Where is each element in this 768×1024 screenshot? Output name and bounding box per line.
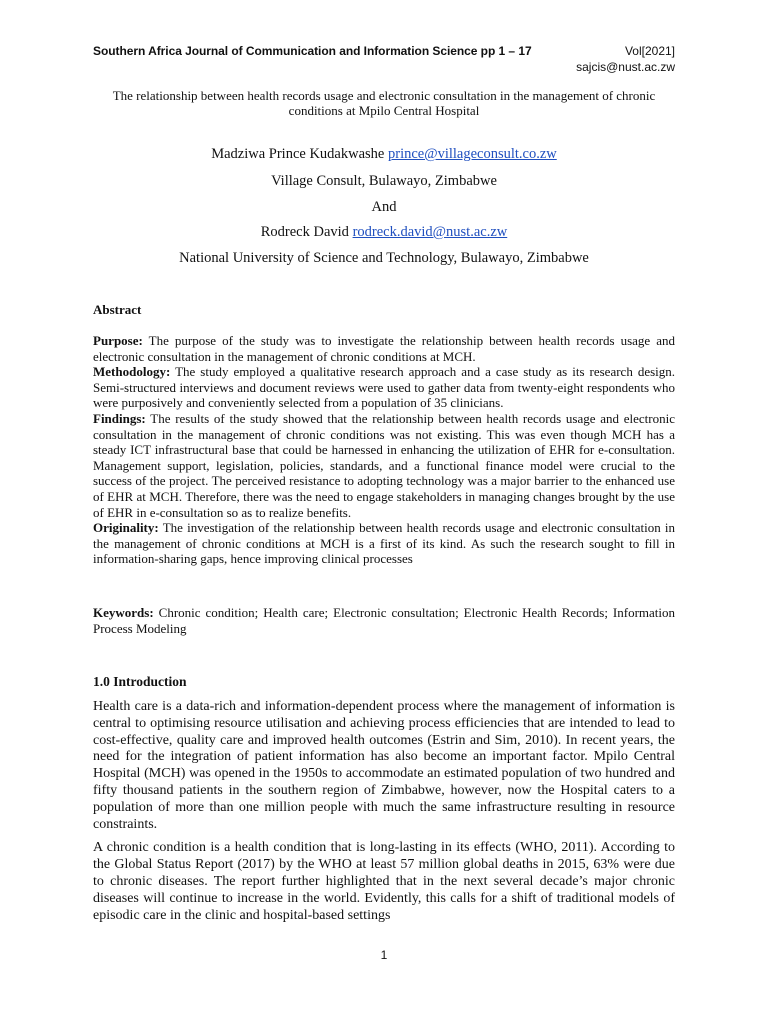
author2-name: Rodreck David xyxy=(260,224,349,240)
journal-name: Southern Africa Journal of Communication and Information Science pp 1 – 17 xyxy=(93,44,532,58)
author2-affiliation: National University of Science and Technology, Bulawayo, Zimbabwe xyxy=(179,250,589,266)
abstract-findings xyxy=(93,411,675,520)
abstract-methodology xyxy=(93,364,675,411)
introduction-paragraph-1: Health care is a data-rich and information-dependent process where the management of information is central to optimising resource utilisation and achieving process efficiencies that are intended to lead to cost-effective, quality care and improved health outcomes (Estrin and Sim, 2010). In recent years, the need for the integration of patient information has also become an important factor. Mpilo Central Hospital (MCH) was opened in the 1950s to accommodate an estimated population of two hundred and fifty thousand patients in the southern region of Zimbabwe, however, now the Hospital caters to a population of more than one million people with much the same infrastructure resulting in resource constraints. xyxy=(93,699,675,832)
page-number: 1 xyxy=(380,948,388,962)
paper-title: The relationship between health records usage and electronic consultation in the management of chronic conditions at Mpilo Central Hospital xyxy=(112,88,656,118)
abstract-purpose xyxy=(93,333,675,364)
methodology-label: Methodology: xyxy=(93,364,171,380)
purpose-label: Purpose: xyxy=(93,333,143,348)
introduction-paragraph-2: A chronic condition is a health condition that is long-lasting in its effects (WHO, 2011). According to the Global Status Report (2017) by the WHO at least 57 million global deaths in 2015, 63% were due to chronic diseases. The report further highlighted that in the next several decade’s major chronic diseases will continue to increase in the world. Evidently, this calls for a shift of traditional models of episodic care in the clinic and hospital-based settings xyxy=(93,840,675,923)
abstract-body xyxy=(93,333,675,567)
abstract-originality xyxy=(93,520,675,567)
originality-label: Originality: xyxy=(93,520,159,536)
paper-page xyxy=(93,0,675,1024)
purpose-text: The purpose of the study was to investigate the relationship between health records usage and electronic consultation in the management of chronic conditions at MCH. xyxy=(93,333,676,364)
author1-affiliation: Village Consult, Bulawayo, Zimbabwe xyxy=(271,173,497,189)
author-conjunction: And xyxy=(371,199,397,215)
originality-text: The investigation of the relationship between health records usage and electronic consultation in the management of chronic conditions at MCH is a first of its kind. As such the research sought to fill in information-sharing gaps, hence improving clinical processes xyxy=(93,520,676,567)
keywords-label: Keywords: xyxy=(93,605,154,620)
methodology-text: The study employed a qualitative research approach and a case study as its research design. Semi-structured interviews and document reviews were used to gather data from twenty-eight respondents who were purposively and conveniently selected from a population of 35 clinicians. xyxy=(93,364,676,411)
author1-line xyxy=(93,146,675,163)
author2-email-link[interactable]: rodreck.david@nust.ac.zw xyxy=(352,224,508,240)
keywords xyxy=(93,605,675,636)
introduction-heading: 1.0 Introduction xyxy=(93,674,187,689)
findings-label: Findings: xyxy=(93,410,146,426)
volume-label: Vol[2021] xyxy=(624,44,675,58)
introduction-body xyxy=(93,699,675,931)
journal-email: sajcis@nust.ac.zw xyxy=(576,60,675,74)
abstract-heading: Abstract xyxy=(93,302,142,317)
author1-name: Madziwa Prince Kudakwashe xyxy=(211,146,385,162)
keywords-text: Chronic condition; Health care; Electronic consultation; Electronic Health Records; Information Process Modeling xyxy=(93,605,676,636)
author1-email-link[interactable]: prince@villageconsult.co.zw xyxy=(387,146,557,162)
author2-line xyxy=(93,224,675,241)
findings-text: The results of the study showed that the relationship between health records usage and electronic consultation in the management of chronic conditions was not existing. This was even though MCH has a steady ICT infrastructural base that could be harnessed in enhancing the utilization of EHR for e-consultation. Management support, legislation, policies, standards, and a functional finance model were crucial to the success of the project. The perceived resistance to adopting technology was a major barrier to the enhanced use of EHR at MCH. Therefore, there was the need to engage stakeholders in managing changes brought by the use of EHR in e-consultation so as to realize benefits. xyxy=(93,410,676,520)
